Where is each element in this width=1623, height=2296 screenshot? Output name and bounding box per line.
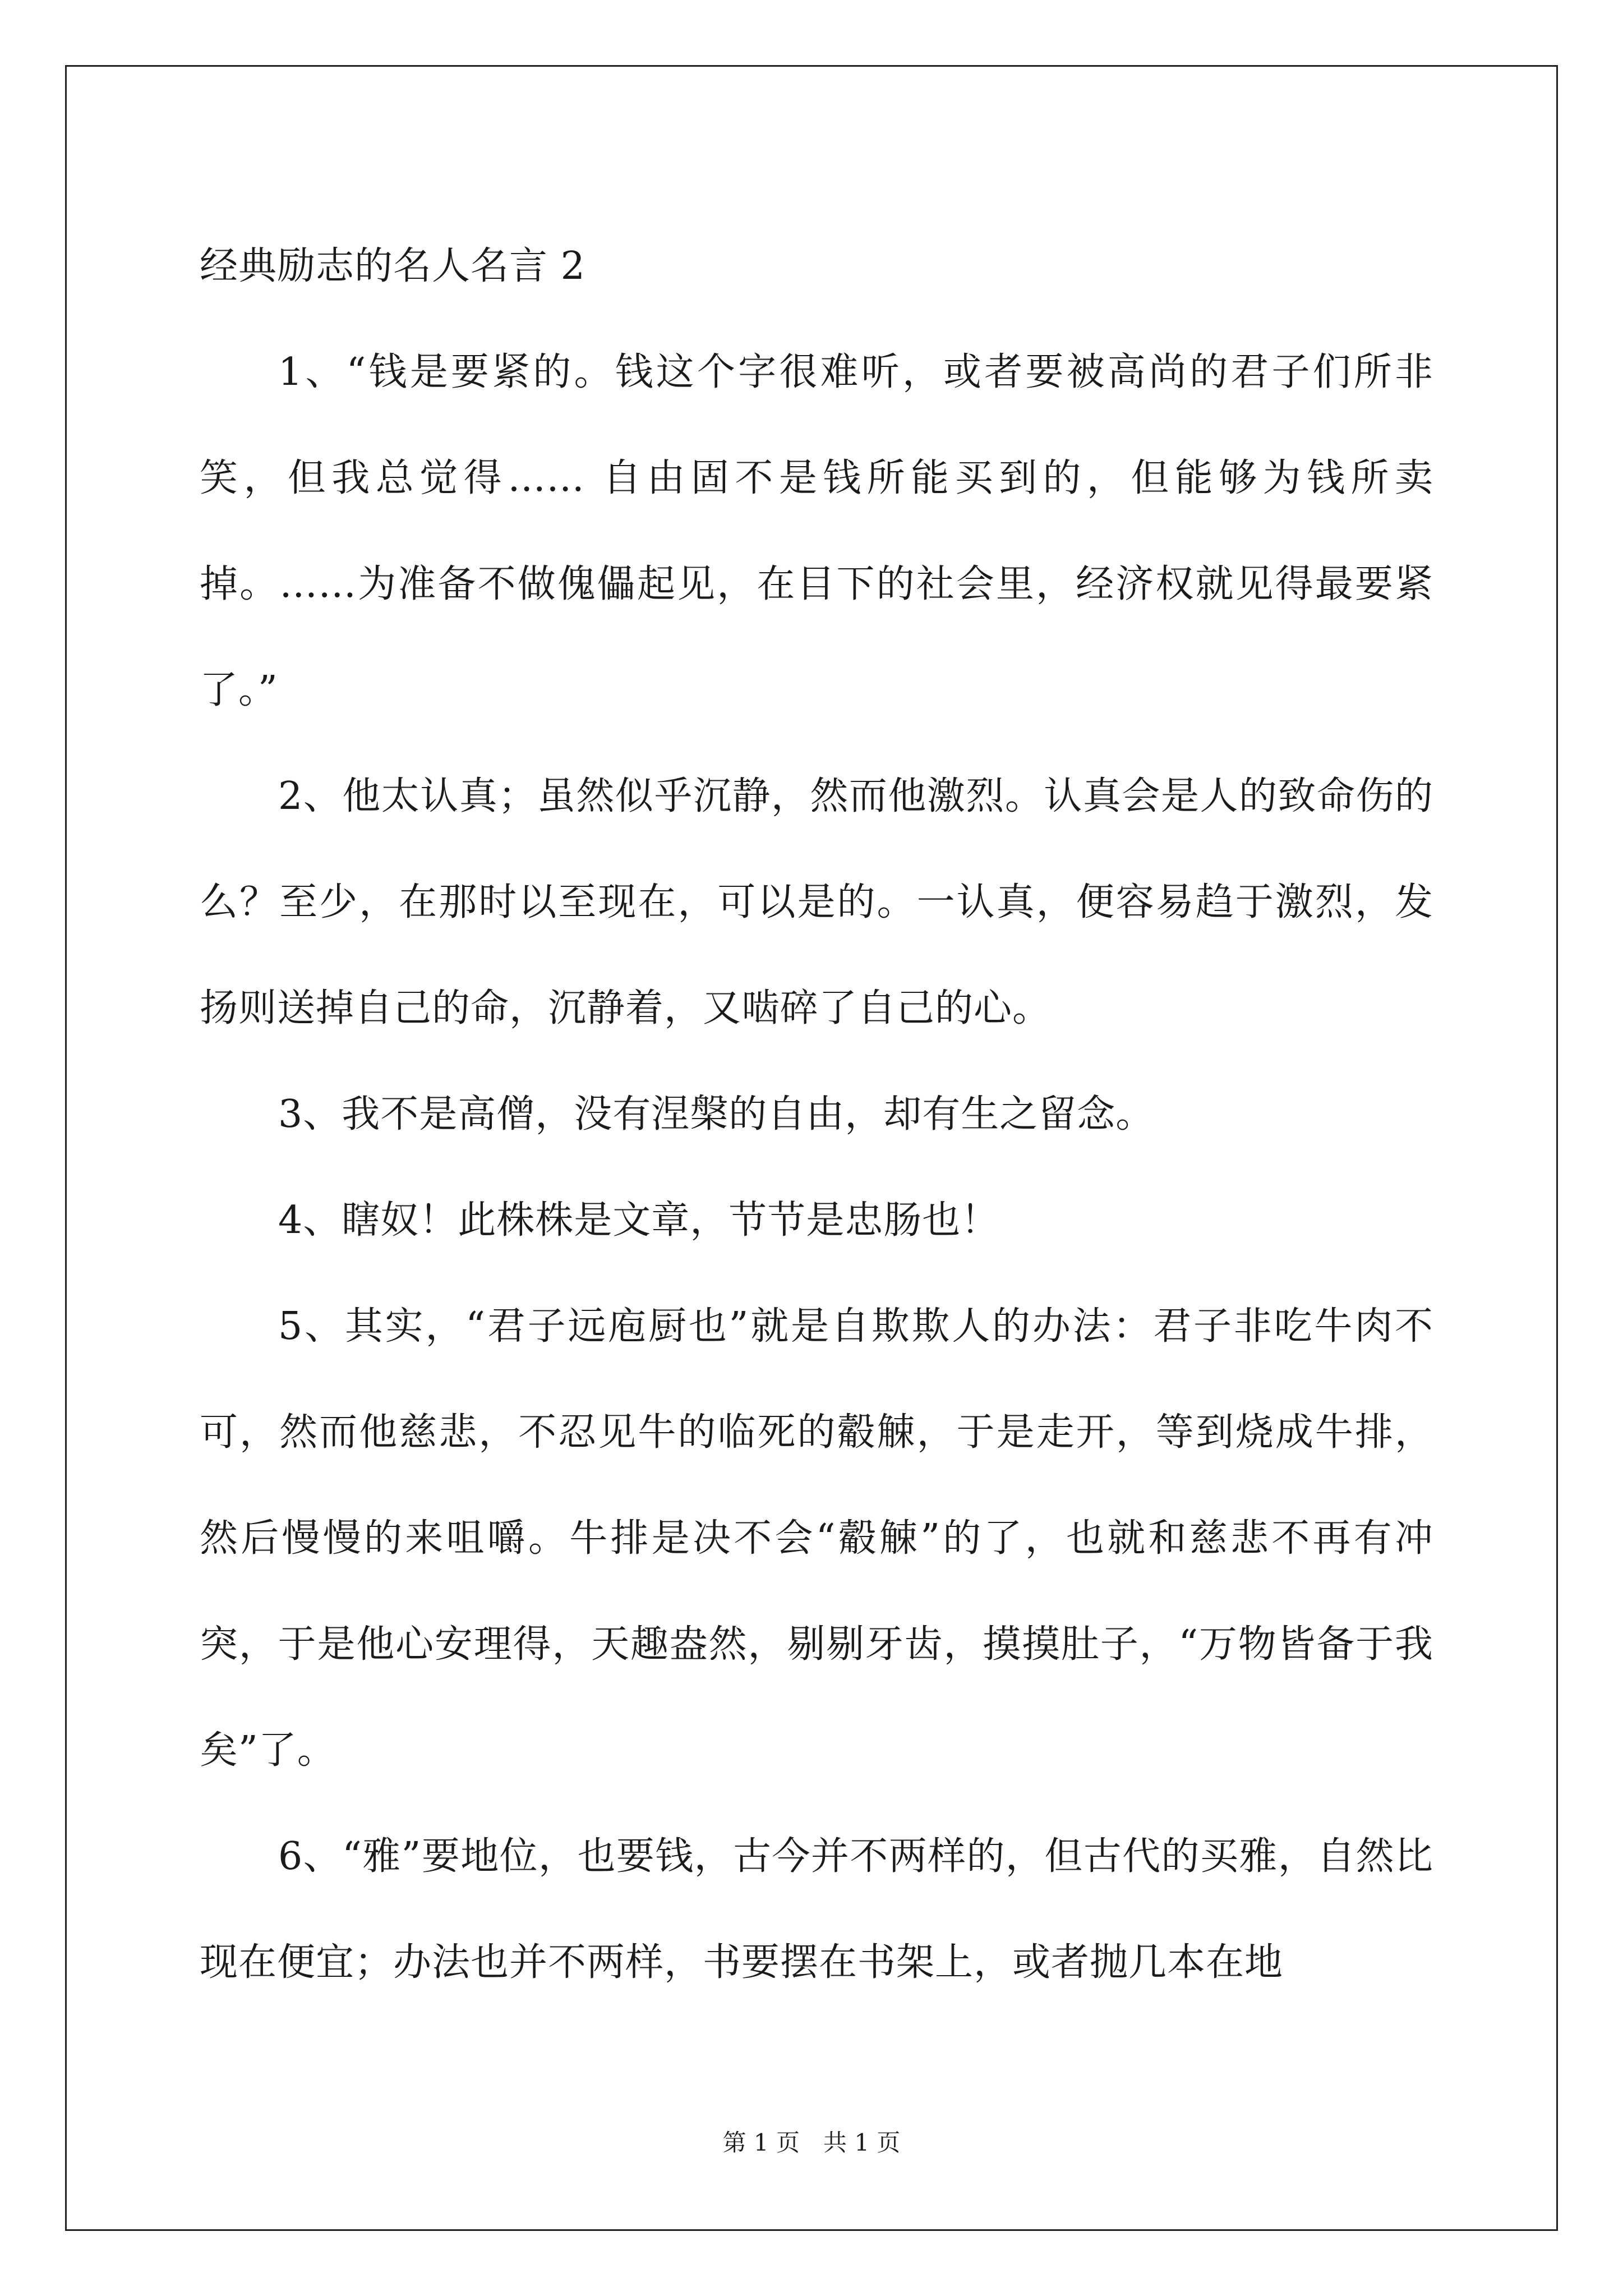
quote-paragraph-6: 6、“雅”要地位，也要钱，古今并不两样的，但古代的买雅，自然比现在便宜；办法也并不两样，书要摆在书架上，或者抛几本在地	[200, 1834, 1433, 1985]
quote-paragraph-1: 1、“钱是要紧的。钱这个字很难听，或者要被高尚的君子们所非笑，但我总觉得…… 自由固不是钱所能买到的，但能够为钱所卖掉。……为准备不做傀儡起见，在目下的社会里，经济权就见得最要紧了。”	[200, 350, 1433, 712]
quote-paragraph-4: 4、瞎奴！此株株是文章，节节是忠肠也！	[278, 1198, 1000, 1243]
page-number-footer: 第 1 页 共 1 页	[722, 2129, 901, 2156]
quote-paragraph-3: 3、我不是高僧，没有涅槃的自由，却有生之留念。	[278, 1092, 1155, 1137]
document-body	[200, 213, 1433, 2016]
quote-paragraph-5: 5、其实，“君子远庖厨也”就是自欺欺人的办法：君子非吃牛肉不可，然而他慈悲，不忍见牛的临死的觳觫，于是走开，等到烧成牛排，然后慢慢的来咀嚼。牛排是决不会“觳觫”的了，也就和慈悲不再有冲突，于是他心安理得，天趣盎然，剔剔牙齿，摸摸肚子，“万物皆备于我矣”了。	[200, 1304, 1433, 1773]
document-title: 经典励志的名人名言 2	[200, 244, 585, 288]
quote-paragraph-2: 2、他太认真；虽然似乎沉静，然而他激烈。认真会是人的致命伤的么？至少，在那时以至现在，可以是的。一认真，便容易趋于激烈，发扬则送掉自己的命，沉静着，又啮碎了自己的心。	[200, 774, 1433, 1030]
